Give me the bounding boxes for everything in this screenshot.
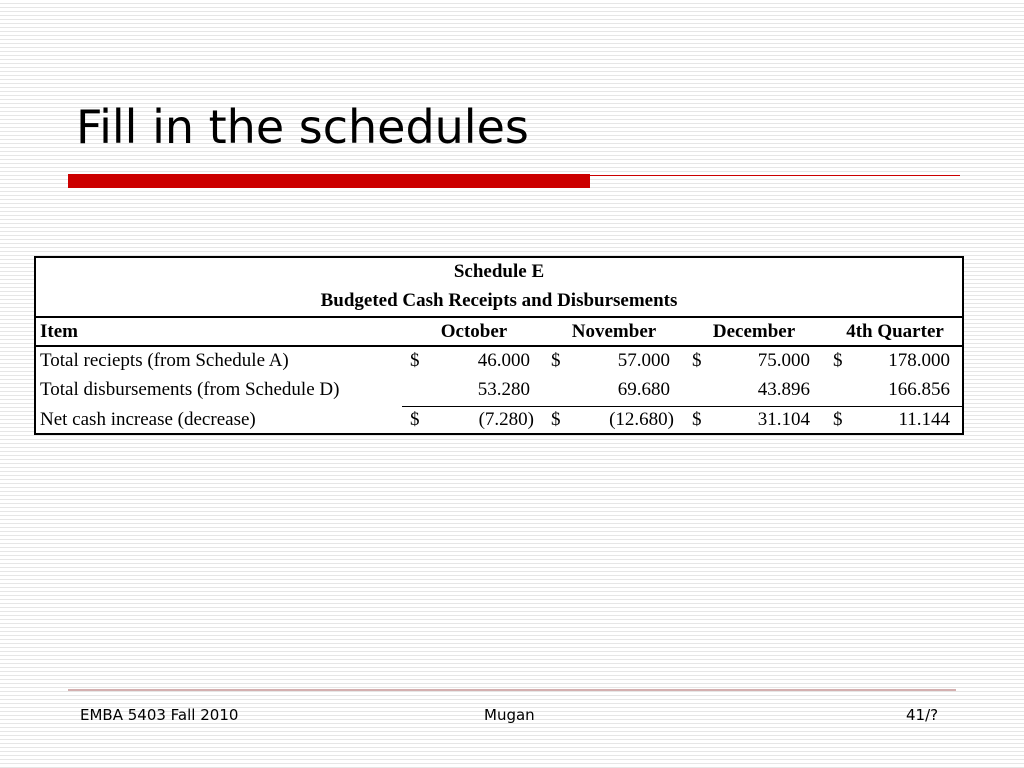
value-cell: 75.000	[757, 350, 810, 371]
currency-symbol: $	[551, 409, 561, 430]
footer-divider	[68, 689, 956, 691]
currency-symbol: $	[551, 350, 561, 371]
column-header-november: November	[571, 321, 657, 342]
value-cell: 166.856	[888, 379, 950, 400]
value-cell: 178.000	[888, 350, 950, 371]
value-cell: 69.680	[617, 379, 670, 400]
footer-page-number: 41/?	[906, 706, 939, 724]
column-header-december: December	[712, 321, 796, 342]
row-label-disbursements: Total disbursements (from Schedule D)	[40, 379, 340, 400]
title-accent-bar	[68, 174, 590, 188]
footer-author: Mugan	[484, 706, 535, 724]
schedule-table	[34, 256, 964, 435]
column-header-divider	[36, 345, 962, 347]
slide-title: Fill in the schedules	[76, 100, 529, 154]
subtotal-underline	[402, 406, 962, 407]
table-subheading: Budgeted Cash Receipts and Disbursements	[320, 290, 678, 311]
column-header-october: October	[440, 321, 508, 342]
row-label-net-cash: Net cash increase (decrease)	[40, 409, 256, 430]
value-cell: 53.280	[477, 379, 530, 400]
header-divider	[36, 316, 962, 318]
currency-symbol: $	[692, 350, 702, 371]
table-heading: Schedule E	[453, 261, 545, 282]
currency-symbol: $	[833, 350, 843, 371]
value-cell: 31.104	[757, 409, 810, 430]
column-header-item: Item	[40, 321, 78, 342]
title-accent-line	[590, 175, 960, 176]
currency-symbol: $	[410, 409, 420, 430]
value-cell: (12.680)	[609, 409, 674, 430]
value-cell: 46.000	[477, 350, 530, 371]
value-cell: 43.896	[757, 379, 810, 400]
currency-symbol: $	[410, 350, 420, 371]
value-cell: (7.280)	[478, 409, 534, 430]
value-cell: 57.000	[617, 350, 670, 371]
row-label-receipts: Total reciepts (from Schedule A)	[40, 350, 289, 371]
footer-course: EMBA 5403 Fall 2010	[80, 706, 239, 724]
value-cell: 11.144	[898, 409, 950, 430]
currency-symbol: $	[833, 409, 843, 430]
column-header-4th-quarter: 4th Quarter	[846, 321, 944, 342]
currency-symbol: $	[692, 409, 702, 430]
